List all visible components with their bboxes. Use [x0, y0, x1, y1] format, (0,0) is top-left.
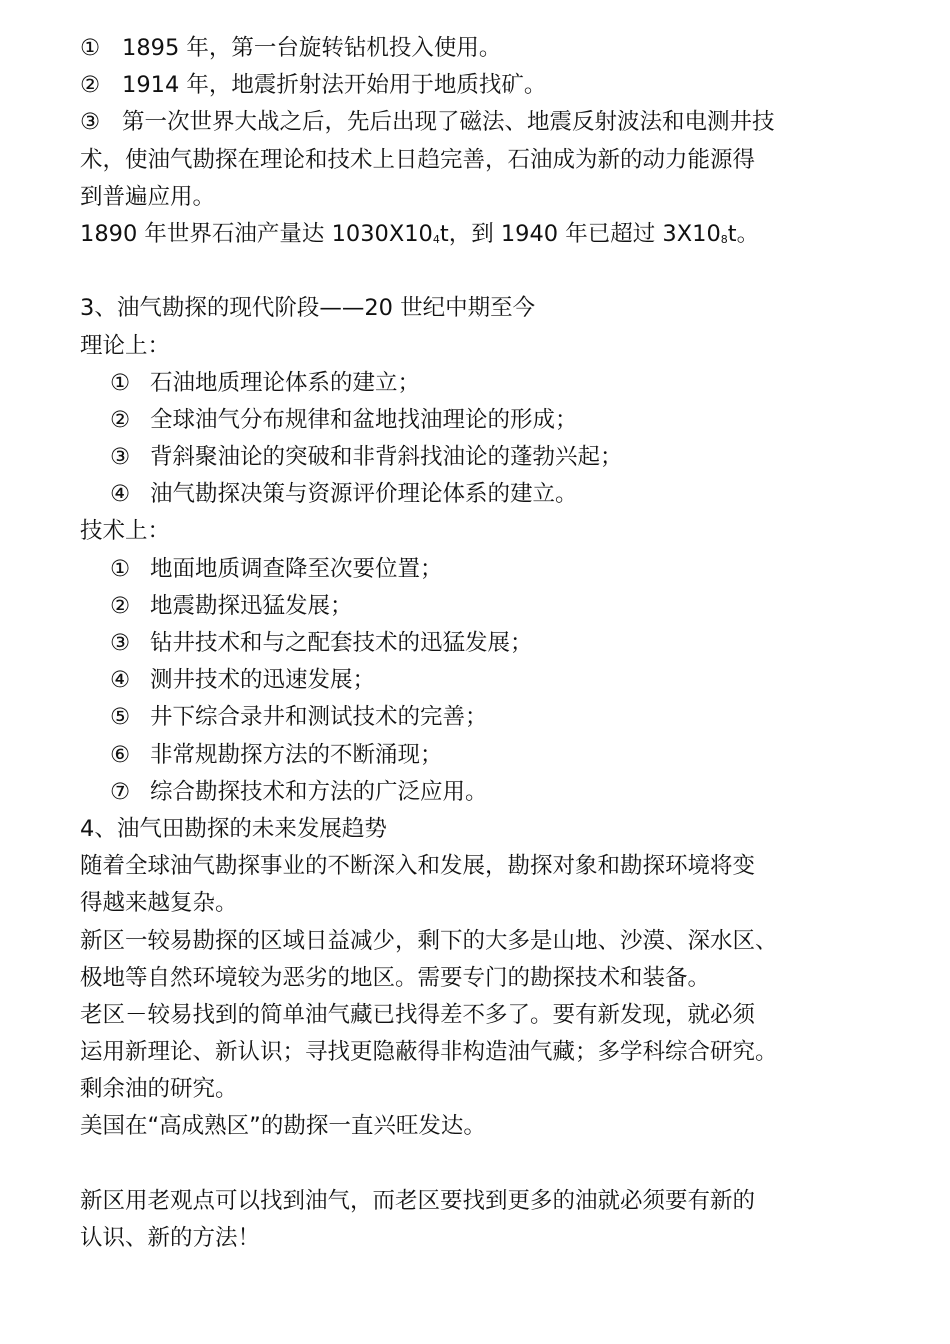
list-item: [80, 104, 880, 141]
list-text: 1914 年，地震折射法开始用于地质找矿。: [122, 72, 547, 99]
subheading: 技术上：: [80, 518, 171, 545]
list-item: [80, 737, 880, 774]
list-item: [80, 402, 880, 439]
exponent: 4: [432, 232, 440, 246]
list-number: ②: [110, 592, 131, 619]
list-number: ①: [110, 555, 131, 582]
list-number: ⑥: [110, 741, 131, 768]
list-item: [80, 67, 880, 104]
list-number: ①: [110, 369, 131, 396]
section-heading: 4、油气田勘探的未来发展趋势: [80, 815, 387, 842]
paragraph-line: 新区一较易勘探的区域日益减少，剩下的大多是山地、沙漠、深水区、: [80, 927, 778, 954]
list-item: [80, 476, 880, 513]
production-text: t，到 1940 年已超过 3X10: [439, 220, 721, 247]
list-text: 第一次世界大战之后，先后出现了磁法、地震反射波法和电测井技: [122, 109, 775, 136]
paragraph-line: 老区－较易找到的简单油气藏已找得差不多了。要有新发现，就必须: [80, 1001, 756, 1028]
list-item: [80, 551, 880, 588]
list-item-continuation: 术，使油气勘探在理论和技术上日趋完善，石油成为新的动力能源得: [80, 146, 756, 173]
list-text: 石油地质理论体系的建立；: [150, 369, 421, 396]
list-item: [80, 439, 880, 476]
list-item: [80, 365, 880, 402]
list-text: 全球油气分布规律和盆地找油理论的形成；: [150, 406, 578, 433]
list-number: ②: [80, 72, 101, 99]
list-number: ④: [110, 667, 131, 694]
list-number: ⑦: [110, 778, 131, 805]
list-number: ③: [110, 630, 131, 656]
section-heading: 3、油气勘探的现代阶段——20 世纪中期至今: [80, 295, 536, 322]
list-item: [80, 662, 880, 699]
spacer: [80, 1146, 880, 1183]
paragraph-line: 得越来越复杂。: [80, 890, 238, 917]
list-item: [80, 30, 880, 67]
list-number: ①: [80, 35, 101, 61]
list-item: [80, 588, 880, 625]
document-page: [80, 30, 880, 1257]
list-text: 地震勘探迅猛发展；: [150, 592, 353, 619]
list-item-continuation: 到普遍应用。: [80, 183, 216, 210]
paragraph-line: 认识、新的方法！: [80, 1225, 261, 1251]
list-item: [80, 774, 880, 811]
paragraph-line: 剩余油的研究。: [80, 1076, 238, 1103]
list-text: 测井技术的迅速发展；: [150, 667, 376, 694]
exponent: 8: [720, 232, 728, 246]
paragraph-line: 新区用老观点可以找到油气，而老区要找到更多的油就必须要有新的: [80, 1187, 756, 1214]
list-item: [80, 699, 880, 736]
production-statement: [80, 216, 880, 253]
list-text: 地面地质调查降至次要位置；: [150, 555, 443, 582]
paragraph-line: 极地等自然环境较为恶劣的地区。需要专门的勘探技术和装备。: [80, 964, 711, 991]
list-number: ③: [80, 109, 101, 136]
list-text: 1895 年，第一台旋转钻机投入使用。: [122, 35, 502, 61]
list-text: 综合勘探技术和方法的广泛应用。: [150, 778, 488, 805]
list-text: 背斜聚油论的突破和非背斜找油论的蓬勃兴起；: [150, 444, 623, 471]
list-number: ②: [110, 406, 131, 433]
paragraph-line: 随着全球油气勘探事业的不断深入和发展，勘探对象和勘探环境将变: [80, 853, 756, 880]
list-text: 非常规勘探方法的不断涌现；: [150, 741, 443, 768]
subheading: 理论上：: [80, 332, 171, 359]
list-text: 井下综合录井和测试技术的完善；: [150, 704, 488, 731]
spacer: [80, 253, 880, 290]
list-text: 油气勘探决策与资源评价理论体系的建立。: [150, 481, 578, 508]
list-item: [80, 625, 880, 662]
list-number: ③: [110, 444, 131, 471]
production-text: 1890 年世界石油产量达 1030X10: [80, 220, 433, 247]
list-text: 钻井技术和与之配套技术的迅猛发展；: [150, 630, 533, 656]
list-number: ④: [110, 481, 131, 508]
list-number: ⑤: [110, 704, 131, 731]
production-text: t。: [727, 220, 760, 247]
paragraph-line: 美国在“高成熟区”的勘探一直兴旺发达。: [80, 1113, 486, 1140]
paragraph-line: 运用新理论、新认识；寻找更隐蔽得非构造油气藏；多学科综合研究。: [80, 1039, 778, 1066]
